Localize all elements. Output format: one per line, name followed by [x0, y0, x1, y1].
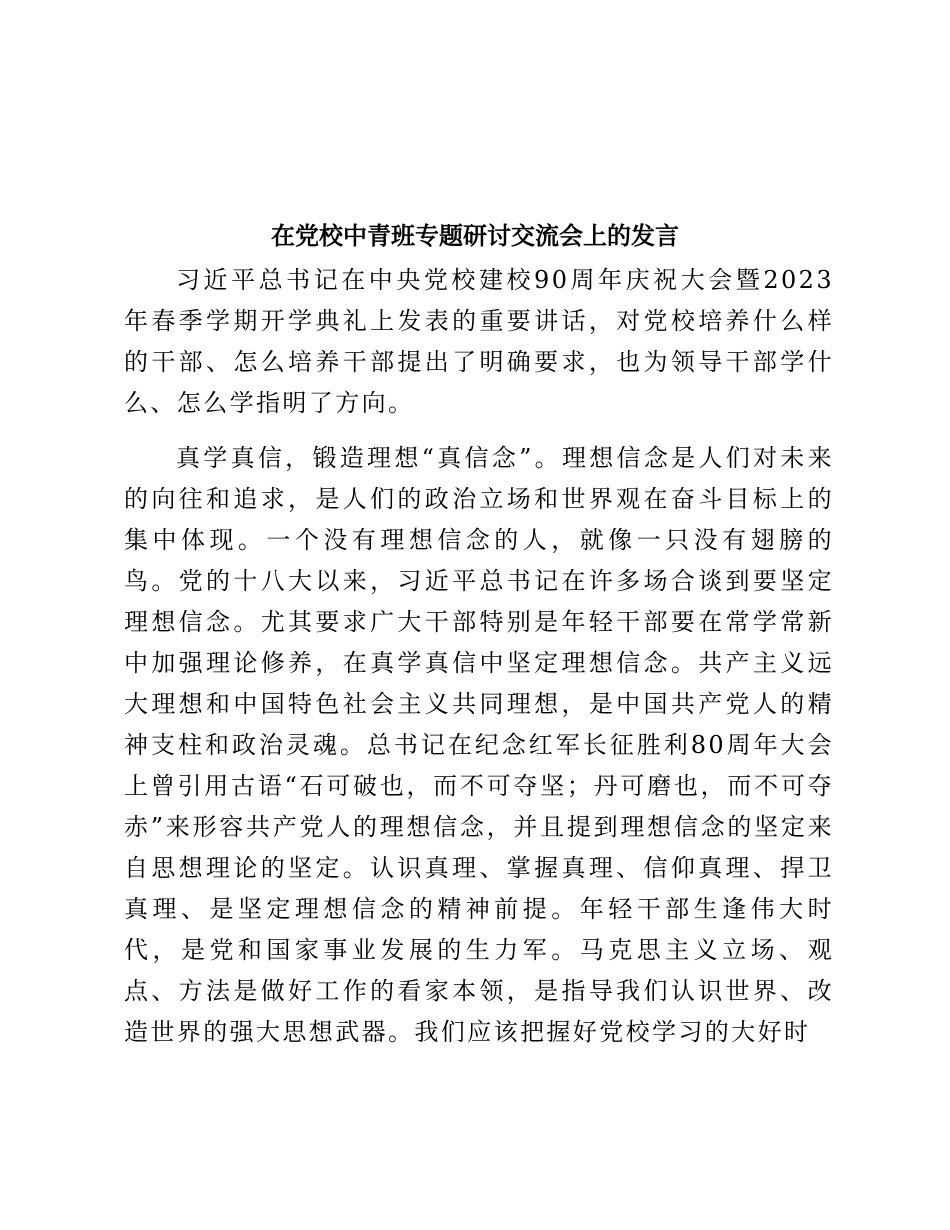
document-title: 在党校中青班专题研讨交流会上的发言: [271, 221, 679, 250]
paragraph-intro: 习近平总书记在中央党校建校90周年庆祝大会暨2023年春季学期开学典礼上发表的重要讲话，对党校培养什么样的干部、怎么培养干部提出了明确要求，也为领导干部学什么、怎么学指明了方向。: [124, 266, 834, 417]
document-body: [124, 260, 834, 1053]
paragraph-ideals: 真学真信，锻造理想“真信念”。理想信念是人们对未来的向往和追求，是人们的政治立场和世界观在奋斗目标上的集中体现。一个没有理想信念的人，就像一只没有翅膀的鸟。党的十八大以来，习近平总书记在许多场合谈到要坚定理想信念。尤其要求广大干部特别是年轻干部要在常学常新中加强理论修养，在真学真信中坚定理想信念。共产主义远大理想和中国特色社会主义共同理想，是中国共产党人的精神支柱和政治灵魂。总书记在纪念红军长征胜利80周年大会上曾引用古语“石可破也，而不可夺坚；丹可磨也，而不可夺赤”来形容共产党人的理想信念，并且提到理想信念的坚定来自思想理论的坚定。认识真理、掌握真理、信仰真理、捍卫真理、是坚定理想信念的精神前提。年轻干部生逢伟大时代，是党和国家事业发展的生力军。马克思主义立场、观点、方法是做好工作的看家本领，是指导我们认识世界、改造世界的强大思想武器。我们应该把握好党校学习的大好时: [124, 444, 834, 1046]
